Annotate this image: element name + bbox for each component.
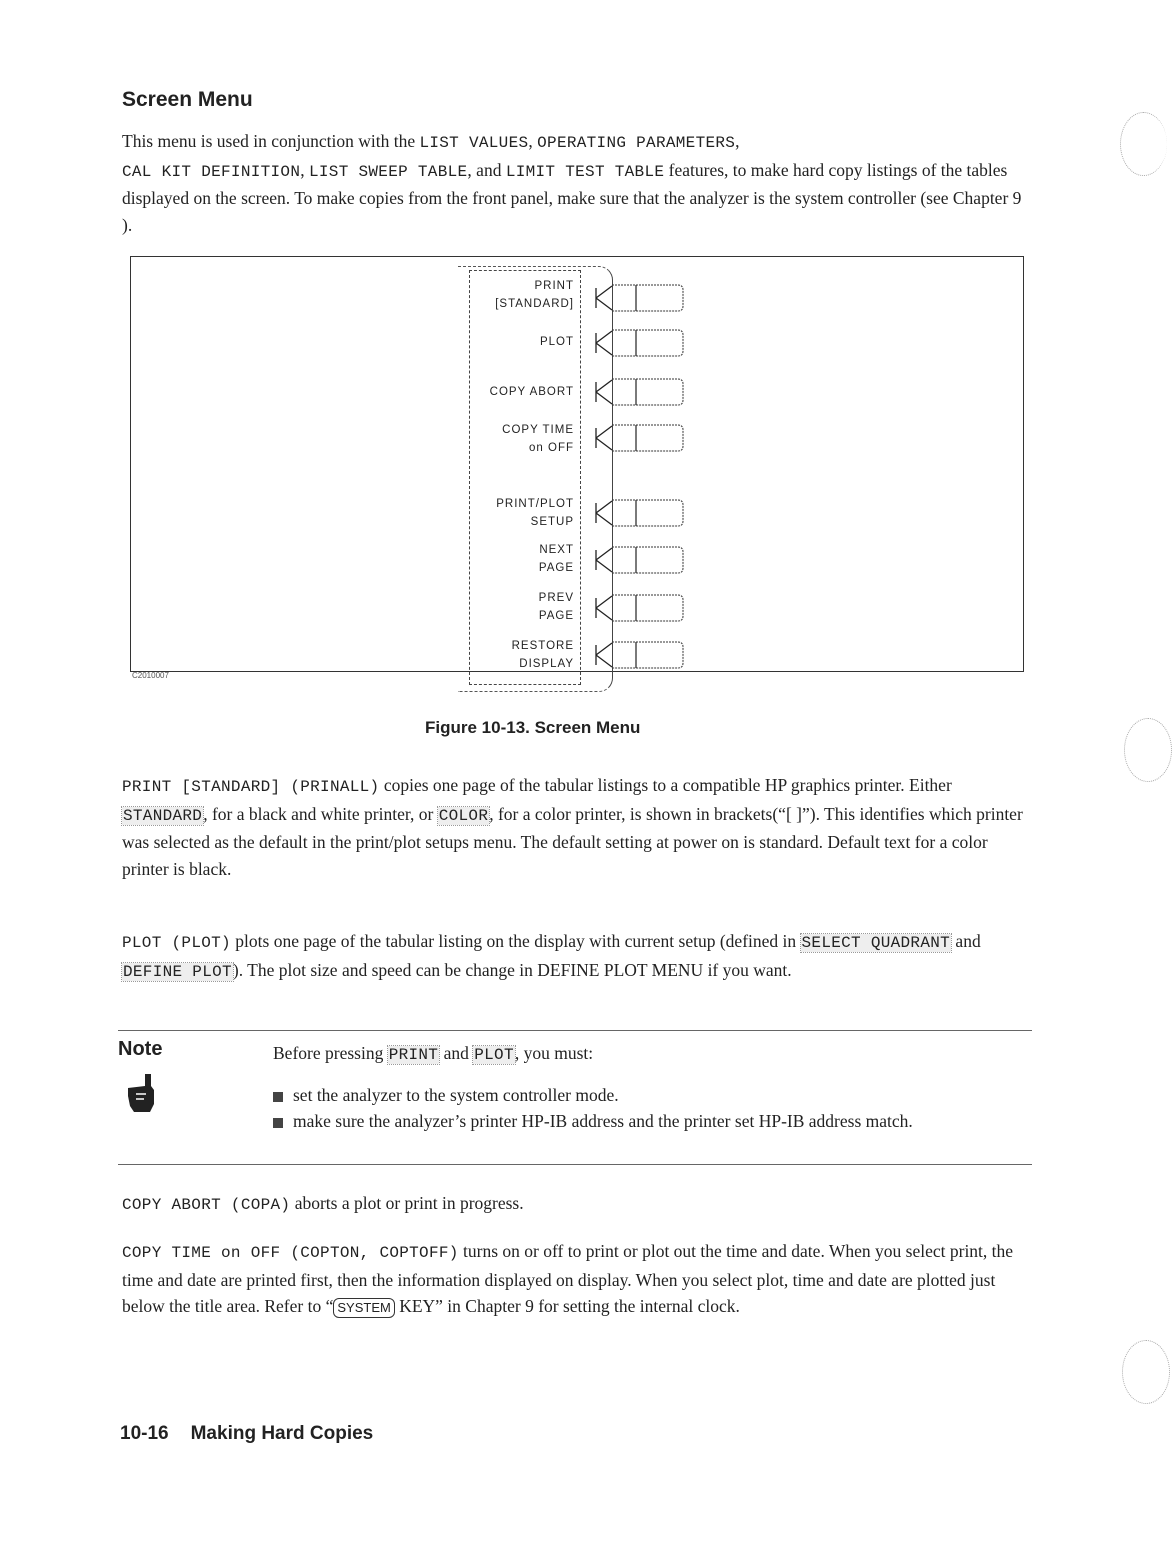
plot-paragraph [122,928,1032,985]
keyword-color: COLOR [438,806,489,825]
system-key: SYSTEM [333,1298,394,1318]
note-lead: Before pressing PRINT and PLOT, you must: [273,1043,594,1064]
keyword-limit-test-table: LIMIT TEST TABLE [505,162,665,181]
note-title: Note [118,1038,163,1060]
page-footer [120,1423,373,1445]
keyword-copy-time: COPY TIME on OFF [122,1244,281,1262]
intro-text: , and [467,159,506,180]
softkey-label-copy-abort[interactable]: COPY ABORT [489,386,574,398]
intro-text: This menu is used in conjunction with the [122,131,420,151]
softkey-button-copy-abort[interactable] [594,378,684,406]
figure-caption: Figure 10-13. Screen Menu [425,718,641,737]
softkey-button-plot[interactable] [594,329,684,357]
keyword-define-plot: DEFINE PLOT [123,962,232,981]
keyword-standard: STANDARD [123,806,203,825]
keyword-cal-kit-definition: CAL KIT DEFINITION [122,162,301,181]
time-text: KEY” in Chapter 9 for setting the internal clock. [394,1296,740,1316]
keyword-operating-parameters: OPERATING PARAMETERS [537,134,736,152]
plot-text: ). The plot size and speed can be change in DEFINE PLOT MENU if you want. [232,959,792,980]
time-text: turns on or off to print or plot out the time and date. When you select print, the time and date are printed first, then the information displayed on display. When you select plot, time and date are plotted just below the title area. Refer to “ [122,1241,1014,1316]
softkey-label-print-plot-setup[interactable]: PRINT/PLOT SETUP [496,498,574,528]
abort-text: aborts a plot or print in progress. [290,1193,524,1213]
plot-text: plots one page of the tabular listing on the display with current setup (defined in [230,931,801,951]
note-top-rule [118,1030,1032,1031]
hpib-command: (PLOT) [161,934,231,952]
copy-abort-paragraph [122,1190,1032,1219]
softkey-label-plot[interactable]: PLOT [539,336,574,348]
hpib-command: (PRINALL) [280,778,380,796]
softkey-label-prev-page[interactable]: PREV PAGE [538,592,574,622]
softkey-menu-panel [469,270,581,685]
bullet-icon [273,1092,283,1102]
punch-hole-mark [1122,1340,1170,1404]
keyword-list-values: LIST VALUES [419,134,529,152]
softkey-button-prev-page[interactable] [594,594,684,622]
note-bullet: make sure the analyzer’s printer HP-IB address and the printer set HP-IB address match. [273,1108,1023,1134]
intro-text: , [528,131,538,151]
keyword-print: PRINT [388,1046,439,1064]
softkey-label-copy-time[interactable]: COPY TIME on OFF [502,424,574,454]
note-bullet-list [273,1082,1023,1134]
softkey-button-print-plot-setup[interactable] [594,499,684,527]
page-number: 10-16 [120,1423,169,1444]
intro-paragraph [122,128,1032,238]
bullet-icon [273,1118,283,1128]
print-text: , for a black and white printer, or [203,803,438,824]
keyword-plot: PLOT [474,1046,514,1064]
copy-time-paragraph [122,1238,1032,1320]
softkey-button-print[interactable] [594,284,684,312]
chapter-title: Making Hard Copies [190,1423,374,1444]
keyword-copy-abort: COPY ABORT [122,1196,222,1214]
intro-text: , [300,159,309,180]
softkey-button-next-page[interactable] [594,546,684,574]
punch-hole-mark [1120,112,1167,176]
hpib-command: (COPA) [221,1196,291,1214]
intro-text: , [735,131,740,151]
keyword-print-standard: PRINT [STANDARD] [122,778,281,796]
keyword-plot: PLOT [122,934,162,952]
print-text: , for a color printer, is shown in brackets(“[ ]”). This identifies which printer was selected as the default in the print/plot setups menu. The default setting at power on is standard. Default text for a color printer is black. [122,803,1023,879]
keyword-list-sweep-table: LIST SWEEP TABLE [308,162,468,181]
figure-code: C2010007 [132,671,169,680]
softkey-label-next-page[interactable]: NEXT PAGE [538,544,574,574]
note-bottom-rule [118,1164,1032,1165]
print-text: copies one page of the tabular listings to a compatible HP graphics printer. Either [379,775,952,795]
print-paragraph [122,772,1032,882]
keyword-select-quadrant: SELECT QUADRANT [801,934,951,952]
hpib-command: (COPTON, COPTOFF) [280,1244,459,1262]
softkey-button-copy-time[interactable] [594,424,684,452]
softkey-label-print[interactable]: PRINT [STANDARD] [495,280,574,310]
softkey-button-restore-display[interactable] [594,641,684,669]
intro-text: features, to make hard copy listings of the tables displayed on the screen. To make copies from the front panel, make sure that the analyzer is the system controller (see Chapter 9 ). [122,159,1022,235]
softkey-label-restore-display[interactable]: RESTORE DISPLAY [511,640,574,670]
section-title: Screen Menu [122,88,253,111]
punch-hole-mark [1124,718,1172,782]
note-bullet: set the analyzer to the system controller mode. [273,1082,1023,1108]
plot-text: and [951,931,981,951]
pointing-hand-icon [124,1072,160,1114]
